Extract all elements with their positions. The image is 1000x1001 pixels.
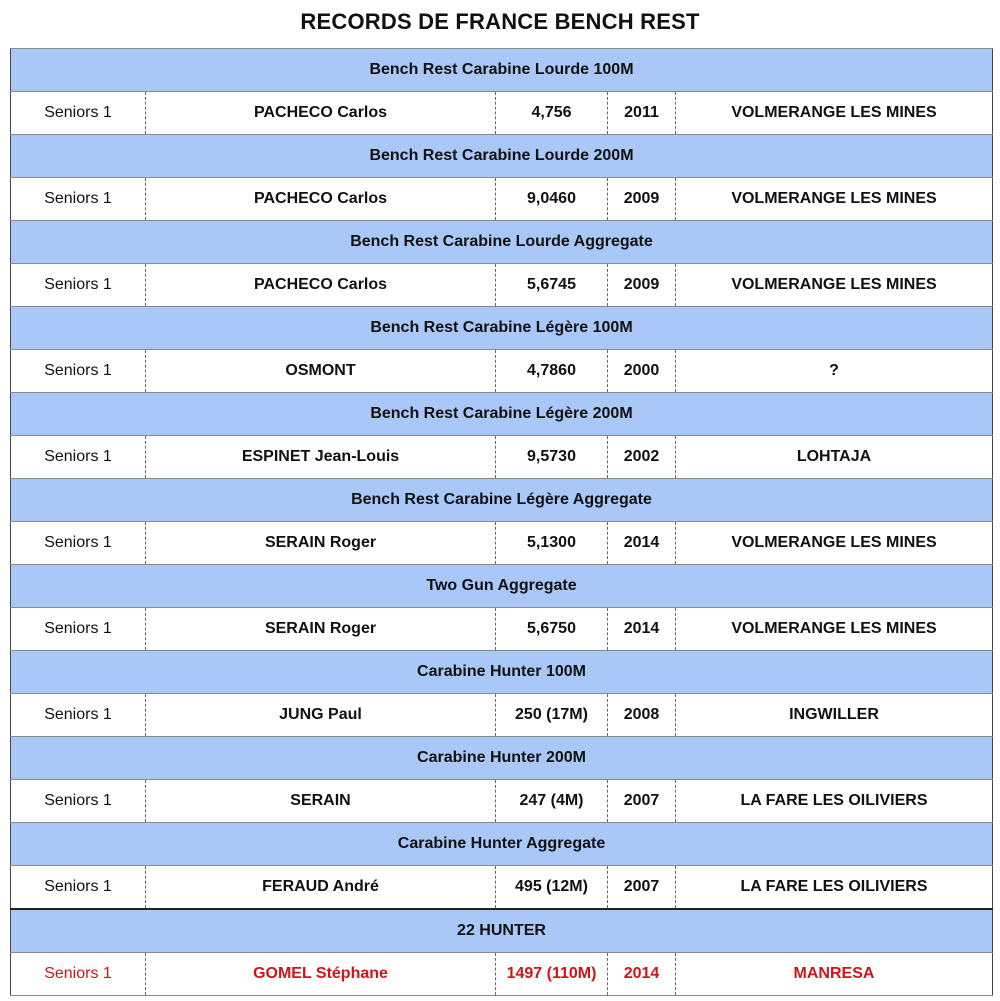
section-title: Bench Rest Carabine Lourde Aggregate [11, 221, 993, 264]
record-holder-name: PACHECO Carlos [146, 92, 496, 135]
record-score: 9,5730 [496, 436, 608, 479]
record-year: 2014 [608, 953, 676, 996]
section-title: Carabine Hunter 100M [11, 651, 993, 694]
record-row [11, 694, 993, 737]
record-score: 4,756 [496, 92, 608, 135]
record-year: 2000 [608, 350, 676, 393]
record-location: LA FARE LES OILIVIERS [676, 866, 993, 910]
record-year: 2014 [608, 522, 676, 565]
record-holder-name: FERAUD André [146, 866, 496, 910]
record-year: 2002 [608, 436, 676, 479]
record-holder-name: SERAIN [146, 780, 496, 823]
record-holder-name: ESPINET Jean-Louis [146, 436, 496, 479]
section-header-row [11, 909, 993, 953]
section-title: Bench Rest Carabine Légère Aggregate [11, 479, 993, 522]
section-title: Bench Rest Carabine Légère 200M [11, 393, 993, 436]
record-location: LOHTAJA [676, 436, 993, 479]
record-location: INGWILLER [676, 694, 993, 737]
section-header-row [11, 565, 993, 608]
record-row [11, 780, 993, 823]
record-year: 2008 [608, 694, 676, 737]
section-header-row [11, 651, 993, 694]
record-year: 2007 [608, 780, 676, 823]
record-category: Seniors 1 [11, 953, 146, 996]
record-location: ? [676, 350, 993, 393]
section-title: 22 HUNTER [11, 909, 993, 953]
records-table [10, 48, 993, 996]
record-year: 2007 [608, 866, 676, 910]
record-year: 2011 [608, 92, 676, 135]
record-category: Seniors 1 [11, 350, 146, 393]
record-location: LA FARE LES OILIVIERS [676, 780, 993, 823]
record-category: Seniors 1 [11, 866, 146, 910]
record-holder-name: PACHECO Carlos [146, 178, 496, 221]
section-header-row [11, 479, 993, 522]
record-location: MANRESA [676, 953, 993, 996]
record-category: Seniors 1 [11, 436, 146, 479]
record-score: 5,1300 [496, 522, 608, 565]
record-row [11, 953, 993, 996]
record-category: Seniors 1 [11, 522, 146, 565]
record-score: 250 (17M) [496, 694, 608, 737]
record-holder-name: SERAIN Roger [146, 608, 496, 651]
record-score: 4,7860 [496, 350, 608, 393]
record-row [11, 522, 993, 565]
record-holder-name: PACHECO Carlos [146, 264, 496, 307]
record-location: VOLMERANGE LES MINES [676, 264, 993, 307]
record-year: 2009 [608, 178, 676, 221]
record-row [11, 866, 993, 910]
record-category: Seniors 1 [11, 694, 146, 737]
record-row [11, 264, 993, 307]
record-year: 2014 [608, 608, 676, 651]
record-holder-name: JUNG Paul [146, 694, 496, 737]
section-title: Bench Rest Carabine Lourde 200M [11, 135, 993, 178]
section-header-row [11, 823, 993, 866]
section-title: Carabine Hunter 200M [11, 737, 993, 780]
record-category: Seniors 1 [11, 264, 146, 307]
record-score: 495 (12M) [496, 866, 608, 910]
record-location: VOLMERANGE LES MINES [676, 178, 993, 221]
record-location: VOLMERANGE LES MINES [676, 92, 993, 135]
record-score: 5,6750 [496, 608, 608, 651]
section-header-row [11, 49, 993, 92]
record-category: Seniors 1 [11, 608, 146, 651]
record-row [11, 350, 993, 393]
page-title: RECORDS DE FRANCE BENCH REST [300, 9, 700, 34]
record-row [11, 178, 993, 221]
record-score: 5,6745 [496, 264, 608, 307]
record-location: VOLMERANGE LES MINES [676, 608, 993, 651]
record-row [11, 92, 993, 135]
record-holder-name: GOMEL Stéphane [146, 953, 496, 996]
section-title: Two Gun Aggregate [11, 565, 993, 608]
record-score: 9,0460 [496, 178, 608, 221]
section-header-row [11, 307, 993, 350]
section-title: Bench Rest Carabine Lourde 100M [11, 49, 993, 92]
records-body [11, 49, 993, 996]
record-category: Seniors 1 [11, 92, 146, 135]
record-score: 247 (4M) [496, 780, 608, 823]
record-category: Seniors 1 [11, 178, 146, 221]
record-row [11, 436, 993, 479]
section-title: Carabine Hunter Aggregate [11, 823, 993, 866]
section-header-row [11, 737, 993, 780]
record-category: Seniors 1 [11, 780, 146, 823]
section-title: Bench Rest Carabine Légère 100M [11, 307, 993, 350]
record-holder-name: SERAIN Roger [146, 522, 496, 565]
record-year: 2009 [608, 264, 676, 307]
section-header-row [11, 393, 993, 436]
section-header-row [11, 135, 993, 178]
record-row [11, 608, 993, 651]
record-score: 1497 (110M) [496, 953, 608, 996]
section-header-row [11, 221, 993, 264]
record-holder-name: OSMONT [146, 350, 496, 393]
record-location: VOLMERANGE LES MINES [676, 522, 993, 565]
